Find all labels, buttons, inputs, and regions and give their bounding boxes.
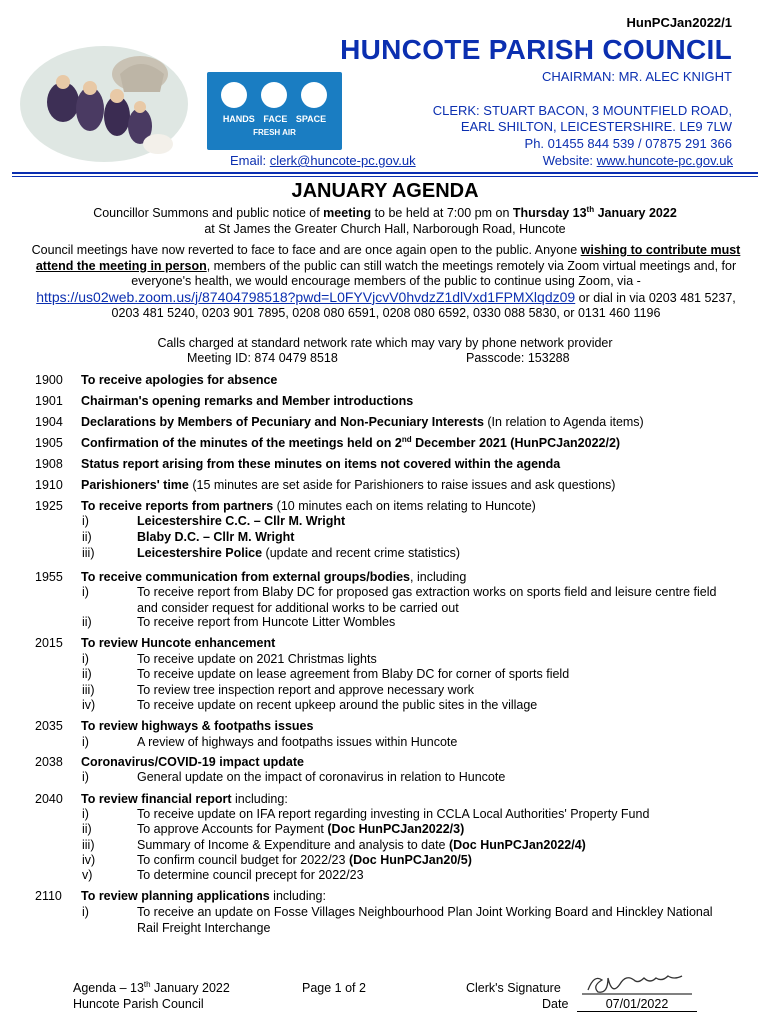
email-link[interactable]: clerk@huncote-pc.gov.uk (269, 153, 416, 168)
document-reference: HunPCJan2022/1 (626, 15, 732, 30)
council-name: HUNCOTE PARISH COUNCIL (340, 34, 732, 65)
date-label: Date (542, 997, 569, 1011)
meeting-id: Meeting ID: 874 0479 8518 (187, 351, 338, 365)
clerk-signature (580, 968, 695, 998)
hands-face-space-badge (207, 72, 342, 150)
agenda-title: JANUARY AGENDA (291, 180, 479, 202)
footer-agenda-date: Agenda – 13th January 2022 (73, 979, 230, 995)
signed-date: 07/01/2022 (577, 997, 697, 1012)
badge-caption: HANDS FACE SPACE (222, 114, 327, 124)
website-link[interactable]: www.huncote-pc.gov.uk (596, 153, 733, 168)
header-divider (12, 172, 758, 174)
website-label: Website: (542, 153, 597, 168)
face-mask-icon (261, 82, 287, 108)
council-logo (18, 44, 190, 164)
passcode: Passcode: 153288 (466, 351, 570, 365)
summons-line: Councillor Summons and public notice of meeting to be held at 7:00 pm on Thursday 13th January 2022 (93, 204, 677, 220)
badge-subcaption: FRESH AIR (253, 128, 296, 137)
clerk-line-1: CLERK: STUART BACON, 3 MOUNTFIELD ROAD, (432, 103, 732, 118)
header-divider-thin (12, 176, 758, 177)
contact-row (230, 153, 733, 168)
space-distance-icon (301, 82, 327, 108)
email-label: Email: (230, 153, 270, 168)
hands-icon (221, 82, 247, 108)
chairman-line: CHAIRMAN: MR. ALEC KNIGHT (542, 69, 732, 84)
phone-line: Ph. 01455 844 539 / 07875 291 366 (524, 136, 732, 151)
website-block (543, 153, 733, 168)
clerk-line-2: EARL SHILTON, LEICESTERSHIRE. LE9 7LW (460, 119, 732, 134)
calls-note: Calls charged at standard network rate which may vary by phone network provider (157, 336, 613, 350)
footer-council: Huncote Parish Council (73, 997, 204, 1011)
public-notice: Council meetings have now reverted to face to face and are once again open to the public. Anyone wishing to contribute must attend the meeting in person, members of the public can still watch the meetings remotely via Zoom virtual meetings and, for everyone's health, we would encourage members of the public to continue using Zoom, via - https://us02web.zoom.us/j/87404798518?pwd=L0FYVjcvV0hvdzZ1dlVxd1FPMXlqdz09 or dial in via 0203 481 5237, 0203 481 5240, 0203 901 7895, 0208 080 6591, 0208 080 6592, 0330 088 5830, or 0131 460 1196 (31, 243, 741, 321)
signature-label: Clerk's Signature (466, 981, 561, 995)
venue-line: at St James the Greater Church Hall, Narborough Road, Huncote (204, 222, 566, 236)
zoom-link[interactable]: https://us02web.zoom.us/j/87404798518?pwd=L0FYVjcvV0hvdzZ1dlVxd1FPMXlqdz09 (36, 288, 576, 305)
page-number: Page 1 of 2 (302, 981, 366, 995)
